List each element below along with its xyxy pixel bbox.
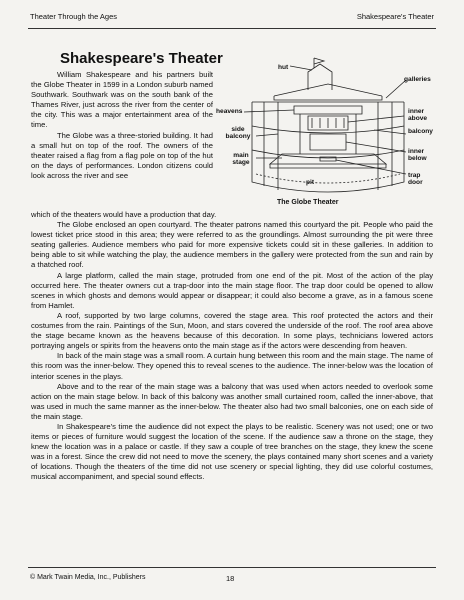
body-paragraph: The Globe enclosed an open courtyard. The theater patrons named this courtyard the pit. People who paid the lowest ticket price stood in this area; they were referred to as the groundlings. Almost surrounding the pit were three seating galleries. Audience members who paid for more expensive tickets could sit in these galleries. In addition to being able to sit while watching the play, the audience members in the gallery were protected from the sun and rain by a thatched roof. — [31, 220, 433, 270]
label-balcony: balcony — [408, 128, 433, 135]
running-header-right: Shakespeare's Theater — [356, 12, 434, 21]
body-paragraph: Above and to the rear of the main stage was a balcony that was used when actors needed to overlook some action on the main stage below. In back of this balcony was another small curtained room, called the inner-above, that was used in much the same manner as the inner-below. The theater also had two small balconies, one on each side of the main stage. — [31, 381, 433, 421]
intro-paragraph: William Shakespeare and his partners built the Globe Theater in 1599 in a London suburb named Southwark. Southwark was on the south bank of the Thames River, just across the river from the center of the city. This was a major entertainment area of the time. — [31, 70, 213, 130]
label-inner-above: inner above — [408, 108, 428, 123]
figure-caption: The Globe Theater — [277, 199, 339, 206]
footer-rule — [28, 567, 436, 568]
page-number: 18 — [226, 574, 235, 583]
intro-paragraph: The Globe was a three-storied building. It had a small hut on top of the roof. The owners of the theater raised a flag from a flag pole on top of the hut on the days of performances. London citizens could look across the river and see — [31, 130, 213, 180]
label-galleries: galleries — [404, 76, 431, 83]
label-inner-below: inner below — [408, 148, 427, 163]
body-paragraph: A large platform, called the main stage, protruded from one end of the pit. Most of the action of the play occurred here. The theater owners cut a trap-door into the main stage floor. The trap door could be opened to allow scenes in which ghosts and demons would appear or disappear; it could also become a grave, as in a famous scene from Hamlet. — [31, 270, 433, 310]
globe-theater-figure — [216, 56, 442, 206]
publisher-credit: © Mark Twain Media, Inc., Publishers — [30, 574, 146, 581]
body-paragraph: In Shakespeare's time the audience did not expect the plays to be realistic. Scenery was not used; one or two items or pieces of furniture would suggest the location of the scene. If the audience saw a throne on the stage, they knew the location was in a palace or castle. If they saw a couple of tree branches on the stage, they knew the scene was in a forest. Since the crew did not need to move the scenery, the plays contained many short scenes and a variety of locations. Though the theaters of the time did not use scenery or special lighting, they did use colorful costumes, musical accompaniment, and special sound effects. — [31, 421, 433, 482]
label-hut: hut — [278, 64, 289, 71]
label-side-balcony: side balcony — [225, 126, 251, 141]
page-title: Shakespeare's Theater — [60, 50, 223, 67]
label-heavens: heavens — [216, 108, 243, 115]
body-paragraph: A roof, supported by two large columns, covered the stage area. This roof protected the actors and their costumes from the rain. Paintings of the Sun, Moon, and stars covered the underside of the roof. The roof area above the stage became known as the heavens because of this decoration. In some plays, technicians lowered actors portraying angels or spirits from the heavens onto the main stage as if the actors were descending from heaven. — [31, 310, 433, 351]
continuation-line: which of the theaters would have a production that day. — [31, 210, 217, 219]
running-header-left: Theater Through the Ages — [30, 12, 118, 21]
body-paragraph: In back of the main stage was a small room. A curtain hung between this room and the main stage. The name of this room was the inner-below. They opened this to reveal scenes to the audience. The inner-below was the location of interior scenes in the plays. — [31, 351, 433, 381]
label-pit: pit — [306, 179, 315, 186]
label-main-stage: main stage — [232, 152, 250, 167]
label-trap-door: trap door — [408, 172, 423, 187]
body-text — [31, 210, 433, 483]
header-rule — [28, 28, 436, 29]
intro-column — [31, 70, 213, 181]
